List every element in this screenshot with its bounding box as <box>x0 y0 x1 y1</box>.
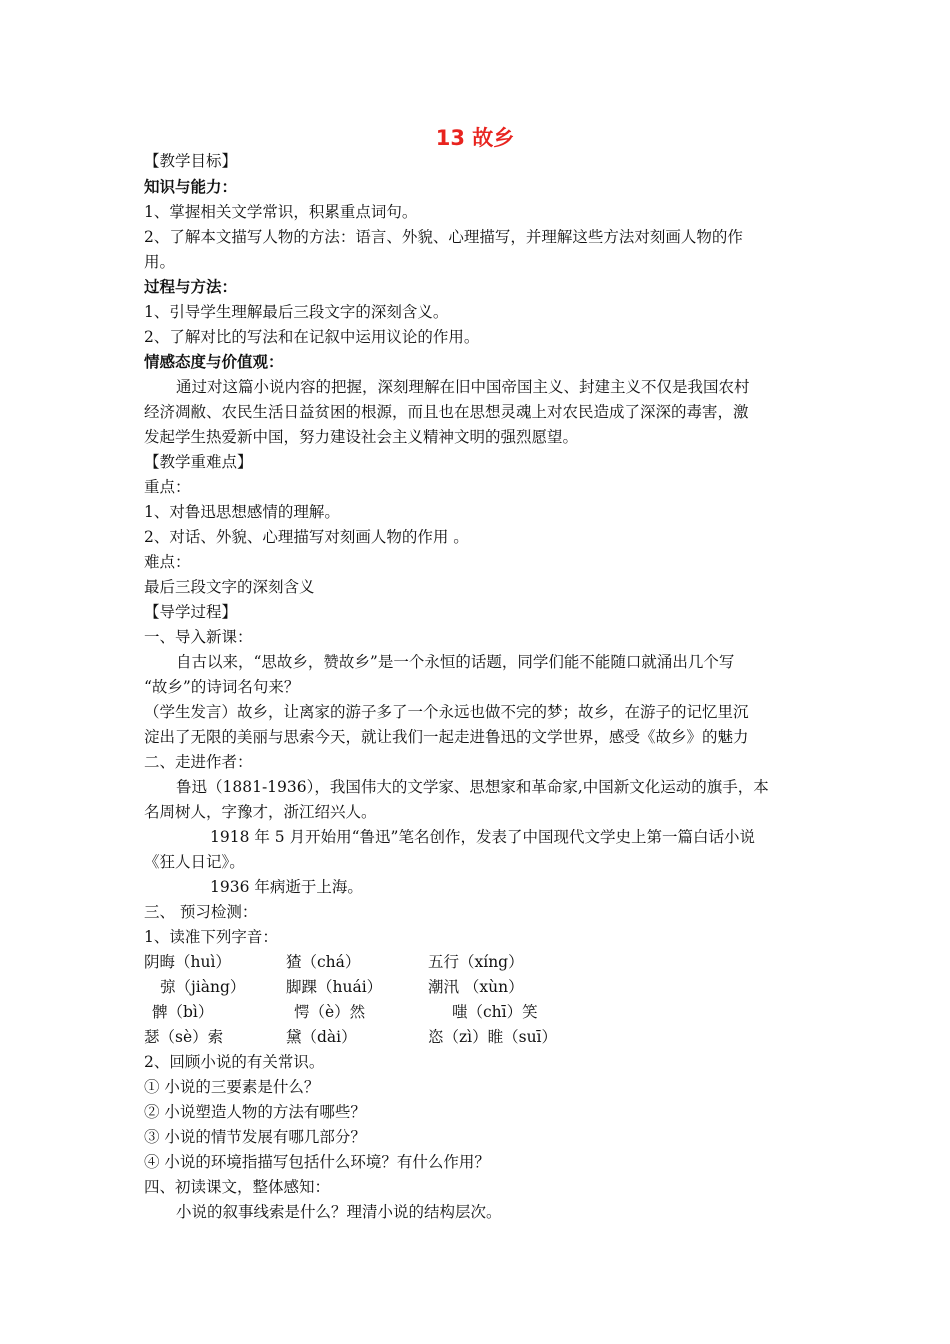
paragraph-line: “故乡”的诗词名句来？ <box>144 678 300 696</box>
paragraph-line: 名周树人，字豫才，浙江绍兴人。 <box>144 803 377 821</box>
section-heading: 【导学过程】 <box>144 603 238 621</box>
pinyin-item: 猹（chá） <box>286 953 361 971</box>
pinyin-item: 阴晦（huì） <box>144 953 231 971</box>
pinyin-item: 恣（zì）睢（suī） <box>428 1028 558 1046</box>
text-line: 一、导入新课： <box>144 628 253 646</box>
list-item: ④ 小说的环境指描写包括什么环境？有什么作用？ <box>144 1153 490 1171</box>
paragraph-line: 经济凋敝、农民生活日益贫困的根源，而且也在思想灵魂上对农民造成了深深的毒害，激 <box>144 403 749 421</box>
paragraph-line: 发起学生热爱新中国，努力建设社会主义精神文明的强烈愿望。 <box>144 428 579 446</box>
paragraph-line: 鲁迅（1881-1936），我国伟大的文学家、思想家和革命家,中国新文化运动的旗手，本 <box>176 778 769 796</box>
subheading: 知识与能力： <box>144 178 238 196</box>
paragraph-line: 小说的叙事线索是什么？理清小说的结构层次。 <box>176 1203 502 1221</box>
text-line: 2、了解对比的写法和在记叙中运用议论的作用。 <box>144 328 480 346</box>
text-line: 四、初读课文，整体感知： <box>144 1178 331 1196</box>
paragraph-line: 1918 年 5 月开始用“鲁迅”笔名创作，发表了中国现代文学史上第一篇白话小说 <box>210 828 755 846</box>
page-title: 13 故乡 <box>435 126 515 150</box>
text-line: 2、回顾小说的有关常识。 <box>144 1053 325 1071</box>
text-line: 2、对话、外貌、心理描写对刻画人物的作用 。 <box>144 528 469 546</box>
paragraph-line: 通过对这篇小说内容的把握，深刻理解在旧中国帝国主义、封建主义不仅是我国农村 <box>176 378 750 396</box>
paragraph-line: 自古以来，“思故乡，赞故乡”是一个永恒的话题，同学们能不能随口就涌出几个写 <box>176 653 735 671</box>
text-line: 最后三段文字的深刻含义 <box>144 578 315 596</box>
pinyin-item: 脚踝（huái） <box>286 978 383 996</box>
list-item: ③ 小说的情节发展有哪几部分？ <box>144 1128 366 1146</box>
pinyin-item: 愕（è）然 <box>294 1003 366 1021</box>
text-line: 三、 预习检测： <box>144 903 258 921</box>
text-line: 2、了解本文描写人物的方法：语言、外貌、心理描写，并理解这些方法对刻画人物的作 <box>144 228 743 246</box>
paragraph-line: 《狂人日记》。 <box>144 853 245 871</box>
section-heading: 【教学目标】 <box>144 152 238 170</box>
subheading: 过程与方法： <box>144 278 238 296</box>
text-line: 1、掌握相关文学常识，积累重点词句。 <box>144 203 418 221</box>
subheading: 情感态度与价值观： <box>144 353 284 371</box>
text-line: 1、引导学生理解最后三段文字的深刻含义。 <box>144 303 449 321</box>
paragraph-line: 1936 年病逝于上海。 <box>210 878 363 896</box>
pinyin-item: 弶（jiàng） <box>160 978 246 996</box>
paragraph-line: 淀出了无限的美丽与思索今天，就让我们一起走进鲁迅的文学世界，感受《故乡》的魅力 <box>144 728 749 746</box>
text-line: 重点： <box>144 478 191 496</box>
text-line: 用。 <box>144 253 176 271</box>
text-line: 1、读准下列字音： <box>144 928 278 946</box>
pinyin-item: 五行（xíng） <box>428 953 524 971</box>
pinyin-item: 嗤（chī）笑 <box>452 1003 538 1021</box>
text-line: 1、对鲁迅思想感情的理解。 <box>144 503 340 521</box>
list-item: ② 小说塑造人物的方法有哪些？ <box>144 1103 366 1121</box>
pinyin-item: 潮汛 （xùn） <box>428 978 524 996</box>
text-line: 二、走进作者： <box>144 753 253 771</box>
pinyin-item: 瑟（sè）索 <box>144 1028 224 1046</box>
paragraph-line: （学生发言）故乡，让离家的游子多了一个永远也做不完的梦；故乡，在游子的记忆里沉 <box>144 703 749 721</box>
text-line: 难点： <box>144 553 191 571</box>
pinyin-item: 黛（dài） <box>286 1028 357 1046</box>
section-heading: 【教学重难点】 <box>144 453 253 471</box>
list-item: ① 小说的三要素是什么？ <box>144 1078 320 1096</box>
pinyin-item: 髀（bì） <box>152 1003 214 1021</box>
